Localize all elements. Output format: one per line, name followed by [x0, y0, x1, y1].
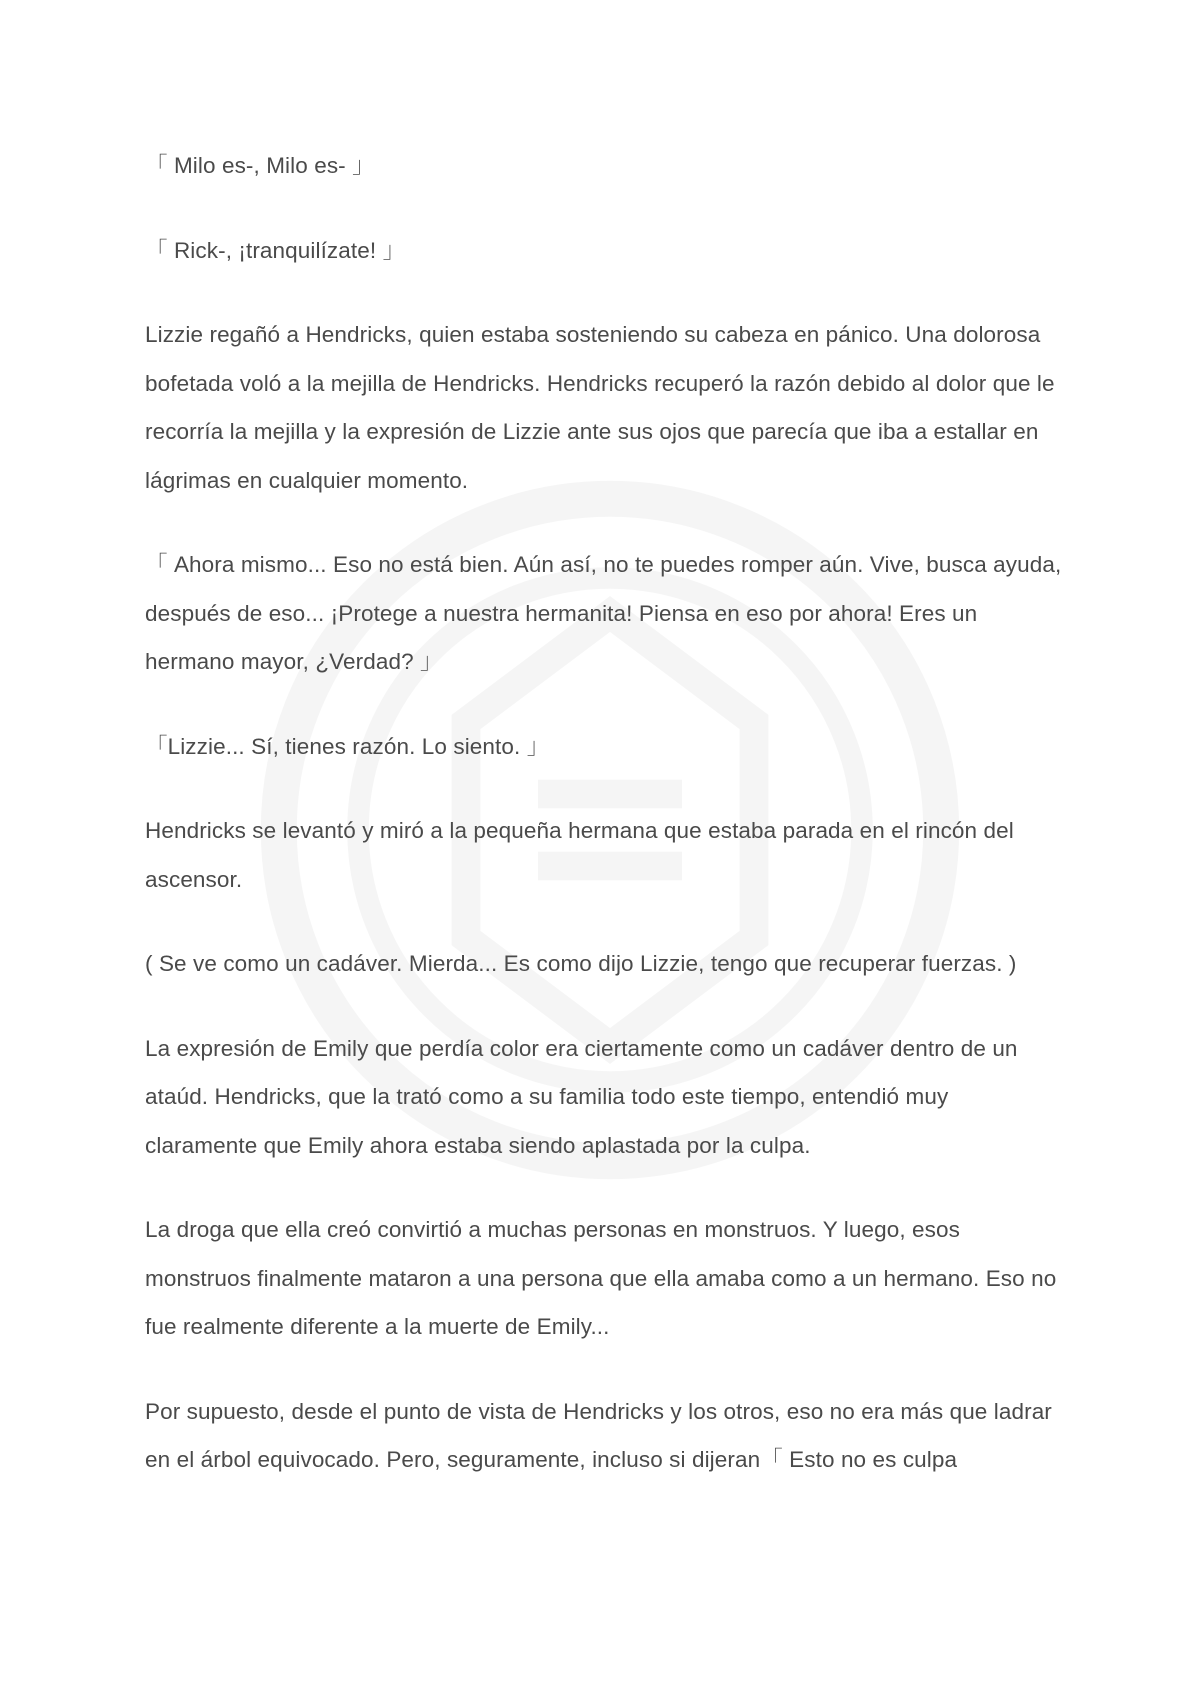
paragraph: Lizzie regañó a Hendricks, quien estaba sosteniendo su cabeza en pánico. Una dolorosa bofetada voló a la mejilla de Hendricks. Hendricks recuperó la razón debido al dolor que le recorría la mejilla y la expresión de Lizzie ante sus ojos que parecía que iba a estallar en lágrimas en cualquier momento.: [145, 322, 1055, 493]
paragraph: Por supuesto, desde el punto de vista de Hendricks y los otros, eso no era más que ladrar en el árbol equivocado. Pero, seguramente, incluso si dijeran「 Esto no es culpa: [145, 1398, 1052, 1472]
paragraph: 「 Ahora mismo... Eso no está bien. Aún así, no te puedes romper aún. Vive, busca ayuda, después de eso... ¡Protege a nuestra hermanita! Piensa en eso por ahora! Eres un hermano mayor, ¿Verdad? 」: [145, 552, 1062, 674]
paragraph: 「 Milo es-, Milo es- 」: [145, 153, 375, 178]
paragraph: 「Lizzie... Sí, tienes razón. Lo siento. 」: [145, 733, 550, 759]
paragraph: La droga que ella creó convirtió a muchas personas en monstruos. Y luego, esos monstruos finalmente mataron a una persona que ella amaba como a un hermano. Eso no fue realmente diferente a la muerte de Emily...: [145, 1217, 1057, 1339]
paragraph: La expresión de Emily que perdía color era ciertamente como un cadáver dentro de un ataúd. Hendricks, que la trató como a su familia todo este tiempo, entendió muy claramente que Emily ahora estaba siendo aplastada por la culpa.: [145, 1035, 1018, 1158]
paragraph: Hendricks se levantó y miró a la pequeña hermana que estaba parada en el rincón del ascensor.: [145, 818, 1014, 892]
paragraph: 「 Rick-, ¡tranquilízate! 」: [145, 237, 406, 263]
paragraph: ( Se ve como un cadáver. Mierda... Es como dijo Lizzie, tengo que recuperar fuerzas. ): [145, 951, 1017, 976]
document-body: [145, 142, 1065, 1521]
